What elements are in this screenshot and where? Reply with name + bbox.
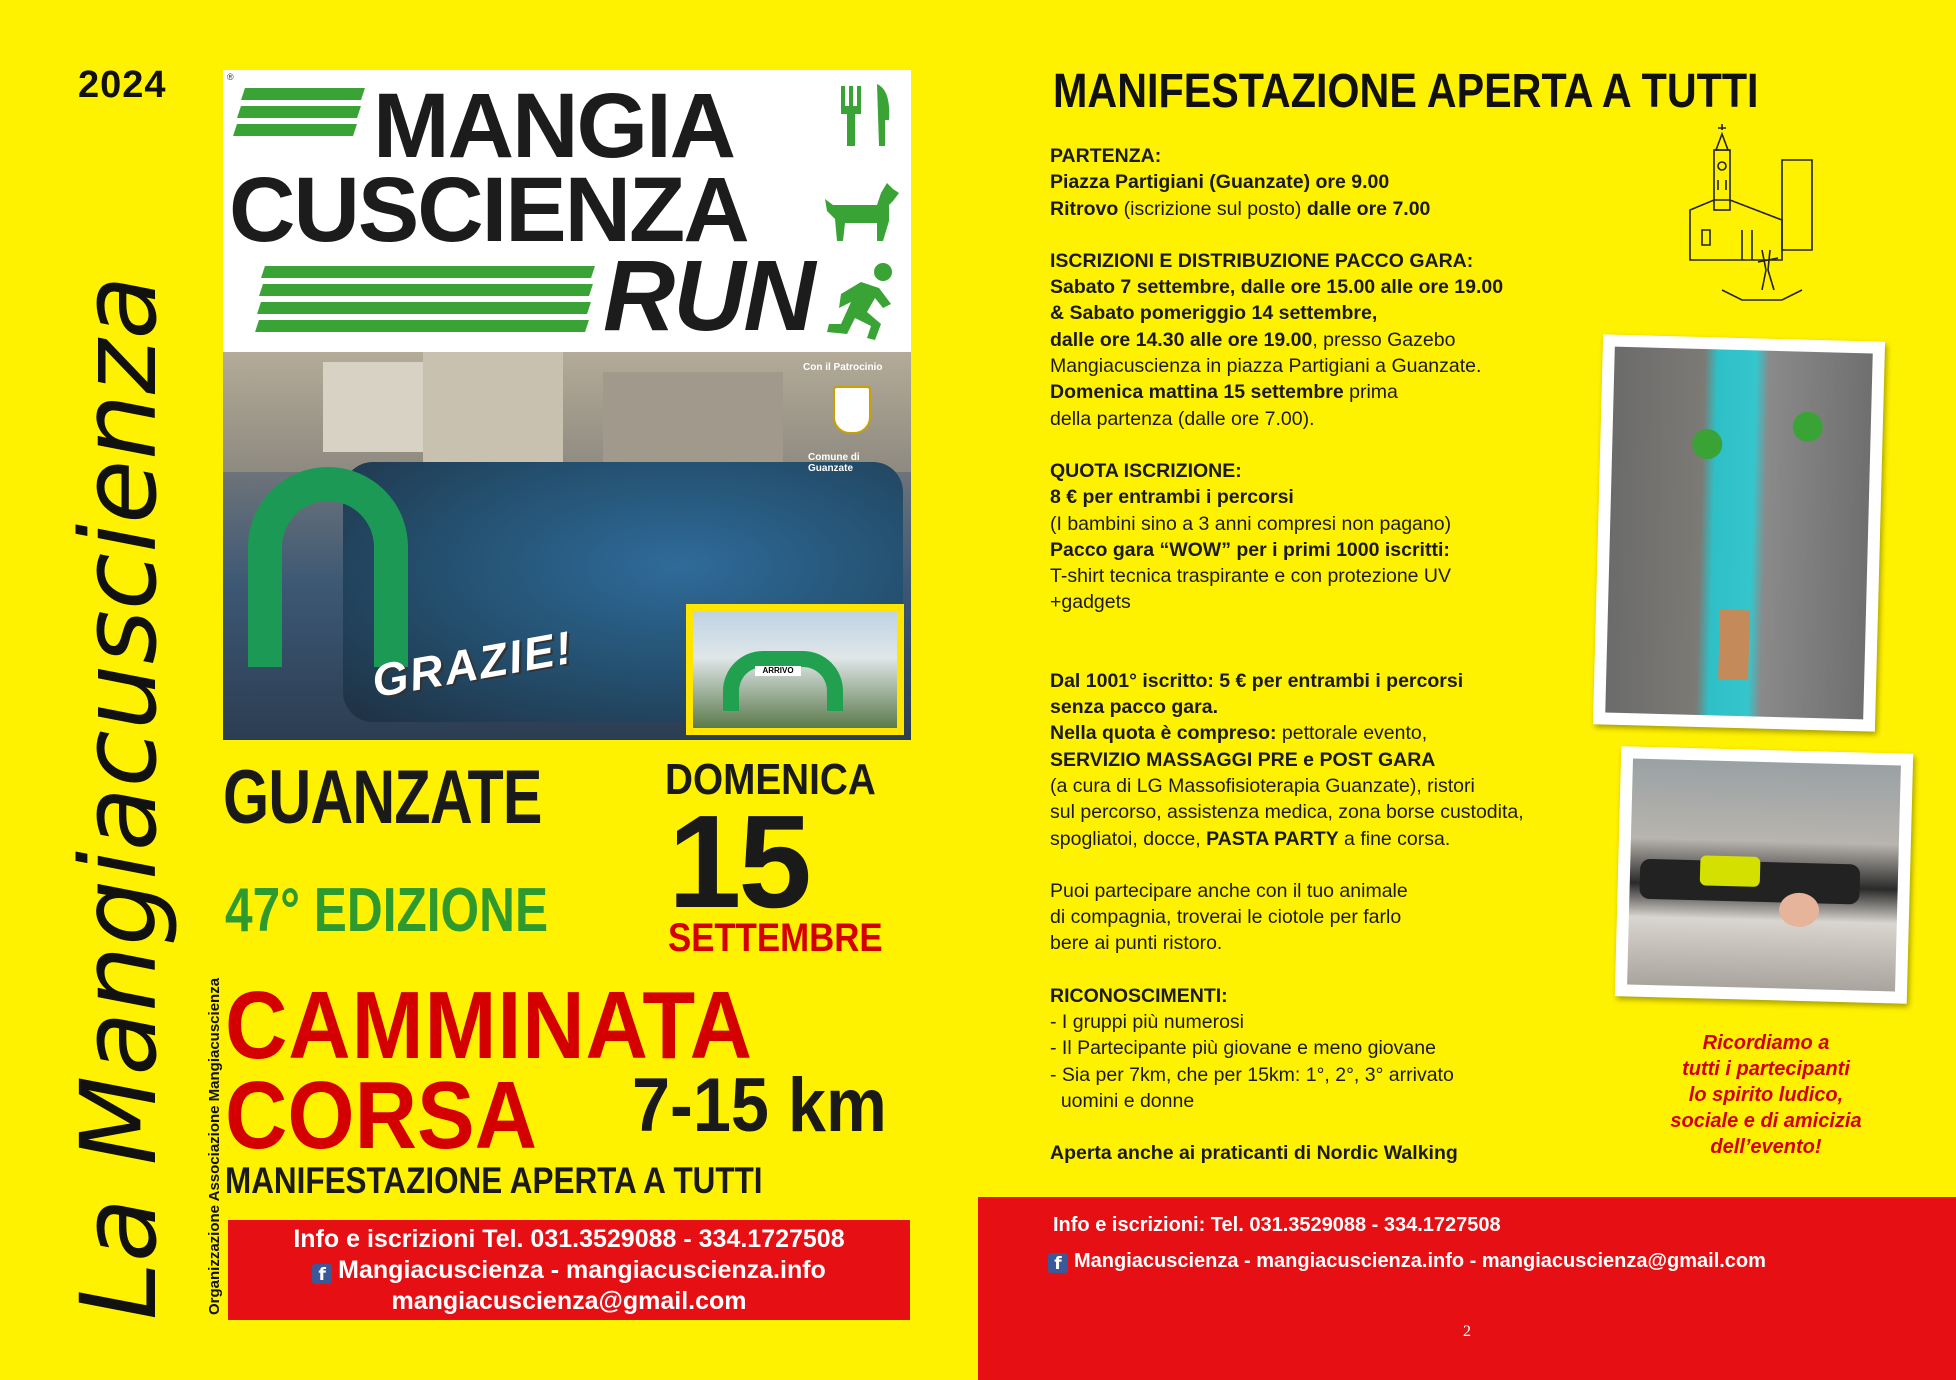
info-email-left[interactable]: mangiacuscienza@gmail.com bbox=[391, 1287, 747, 1315]
day-number: 15 bbox=[668, 788, 809, 935]
page-number: 2 bbox=[1463, 1323, 1471, 1340]
vertical-title bbox=[58, 276, 180, 1320]
right-page-title: MANIFESTAZIONE APERTA A TUTTI bbox=[1053, 65, 1759, 118]
info-web-left[interactable]: f Mangiacuscienza - mangiacuscienza.info bbox=[228, 1255, 910, 1286]
facebook-icon[interactable]: f bbox=[312, 1264, 332, 1284]
church-sketch bbox=[1682, 120, 1822, 320]
info-web-right[interactable]: f Mangiacuscienza - mangiacuscienza.info - mangiacuscienza@gmail.com bbox=[1048, 1250, 1766, 1273]
start-arch bbox=[248, 467, 408, 667]
info-phone-right: Info e iscrizioni: Tel. 031.3529088 - 334.1727508 bbox=[1053, 1214, 1501, 1236]
organizer-text: Organizzazione Associazione Mangiacuscienza bbox=[206, 977, 223, 1315]
crowd-photo bbox=[223, 352, 911, 740]
distance-label: 7-15 km bbox=[632, 1063, 887, 1148]
year-label: 2024 bbox=[78, 64, 167, 106]
grazie-text: GRAZIE! bbox=[368, 620, 578, 708]
coat-of-arms-icon bbox=[833, 386, 871, 434]
weekday-label: DOMENICA bbox=[665, 755, 876, 804]
runner-icon bbox=[821, 258, 907, 344]
edition-label: 47° EDIZIONE bbox=[225, 876, 549, 945]
logo-line-mangia: MANGIA bbox=[373, 75, 735, 177]
open-to-all-label: MANIFESTAZIONE APERTA A TUTTI bbox=[225, 1160, 763, 1201]
refreshment-table-photo bbox=[1593, 334, 1885, 731]
iscrizioni-heading: ISCRIZIONI E DISTRIBUZIONE PACCO GARA: bbox=[1050, 249, 1474, 272]
partenza-heading: PARTENZA: bbox=[1050, 145, 1162, 167]
camminata-label: CAMMINATA bbox=[225, 972, 753, 1079]
facebook-icon[interactable]: f bbox=[1048, 1253, 1068, 1273]
comune-label: Comune di Guanzate bbox=[808, 452, 860, 474]
finish-inset-photo: ARRIVO bbox=[686, 604, 904, 735]
nordic-walking-note: Aperta anche ai praticanti di Nordic Walking bbox=[1050, 1142, 1458, 1165]
quota-heading: QUOTA ISCRIZIONE: bbox=[1050, 459, 1242, 482]
riconoscimenti-heading: RICONOSCIMENTI: bbox=[1050, 984, 1228, 1007]
patrocinio-label: Con il Patrocinio bbox=[803, 362, 883, 373]
ricordiamo-note: Ricordiamo a tutti i partecipanti lo spirito ludico, sociale e di amicizia dell’evento! bbox=[1670, 1032, 1862, 1158]
place-title: GUANZATE bbox=[223, 755, 542, 840]
month-label: SETTEMBRE bbox=[668, 916, 883, 960]
logo-line-run: RUN bbox=[603, 240, 814, 352]
logo-line-cuscienza: CUSCIENZA bbox=[229, 159, 748, 261]
event-details: PARTENZA: Piazza Partigiani (Guanzate) ore 9.00 Ritrovo (iscrizione sul posto) dalle ore 7.00 ISCRIZIONI E DISTRIBUZIONE PACCO GARA: Sabato 7 settembre, dalle ore 15.00 alle ore 19.00 & Sabato pomeriggio 14 settembre, dalle ore 14.30 alle ore 19.00, presso Gazebo Mangiacuscienza in piazza Partigiani a Guanzate. Domenica mattina 15 settembre prima della partenza (dalle ore 7.00). QUOTA ISCRIZIONE: 8 € per entrambi i percorsi (I bambini sino a 3 anni compresi non pagano) Pacco gara “WOW” per i primi 1000 iscritti: T-shirt tecnica traspirante e con protezione UV +gadgets Dal 1001° iscritto: 5 € per entrambi i percorsi senza pacco gara. Nella quota è compreso: pettorale evento, SERVIZIO MASSAGGI PRE e POST GARA (a cura di LG Massofisioterapia Guanzate), ristori sul percorso, assistenza medica, zona borse custodita, spogliatoi, docce, PASTA PARTY a fine corsa. Puoi partecipare anche con il tuo animale di compagnia, troverai le ciotole per farlo bere ai punti ristoro. RICONOSCIMENTI: - I gruppi più numerosi - Il Partecipante più giovane e meno giovane - Sia per 7km, che per 15km: 1°, 2°, 3° arrivato uomini e donne Aperta anche ai praticanti di Nordic Walking bbox=[1050, 145, 1524, 1165]
info-phone-left: Info e iscrizioni Tel. 031.3529088 - 334.1727508 bbox=[293, 1225, 845, 1253]
dog-icon bbox=[823, 175, 903, 245]
massage-photo bbox=[1615, 746, 1913, 1004]
corsa-label: CORSA bbox=[225, 1062, 538, 1169]
info-box-left bbox=[228, 1220, 910, 1320]
vertical-title-text: La Mangiacuscienza bbox=[58, 275, 180, 1320]
fork-knife-icon bbox=[833, 80, 903, 150]
event-logo: ® MANGIA CUSCIENZA RUN bbox=[223, 70, 911, 352]
